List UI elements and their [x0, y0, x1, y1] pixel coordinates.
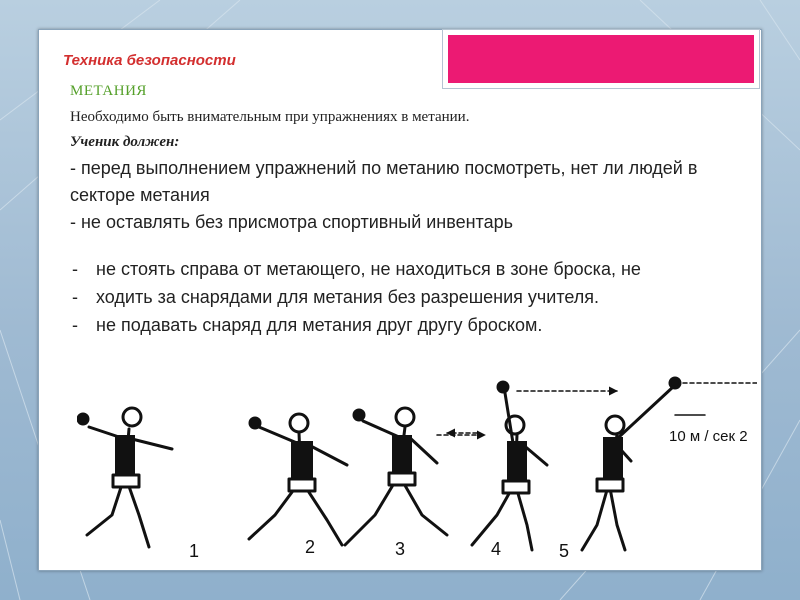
- athlete-figure-4: [447, 382, 617, 550]
- slide-title: Техника безопасности: [63, 52, 236, 69]
- rule-item: [70, 311, 730, 339]
- bullet-dash: -: [72, 259, 78, 279]
- student-must-label: Ученик должен:: [70, 134, 180, 150]
- frame-number: 2: [305, 537, 316, 557]
- accent-banner: [443, 30, 759, 88]
- rule-text: не подавать снаряд для метания друг другу броском.: [96, 315, 543, 335]
- rule-item: - не оставлять без присмотра спортивный инвентарь: [70, 212, 513, 232]
- frame-number: 1: [189, 541, 200, 561]
- rule-item: - перед выполнением упражнений по метанию посмотреть, нет ли людей в секторе метания: [70, 158, 698, 205]
- athlete-figure-1: [78, 408, 172, 547]
- rule-item: [70, 283, 730, 311]
- rules-block-2: [70, 255, 730, 339]
- bullet-dash: -: [72, 315, 78, 335]
- section-heading: МЕТАНИЯ: [70, 83, 147, 99]
- frame-number: 5: [559, 541, 570, 561]
- frame-number: 3: [395, 539, 406, 559]
- bullet-dash: -: [72, 287, 78, 307]
- rule-text: ходить за снарядами для метания без разрешения учителя.: [96, 287, 600, 307]
- speed-label: 10 м / сек 2: [669, 428, 748, 445]
- rule-text: не стоять справа от метающего, не находиться в зоне броска, не: [96, 259, 641, 279]
- throwing-technique-illustration: [77, 375, 757, 565]
- intro-note: Необходимо быть внимательным при упражнениях в метании.: [70, 109, 470, 125]
- athlete-figure-2: [249, 414, 347, 545]
- frame-number: 4: [491, 539, 502, 559]
- rules-block-1: [70, 155, 720, 236]
- rule-item: [70, 255, 730, 283]
- slide: [38, 29, 762, 571]
- athlete-figure-5: [582, 378, 757, 550]
- athlete-figure-3: [345, 408, 485, 545]
